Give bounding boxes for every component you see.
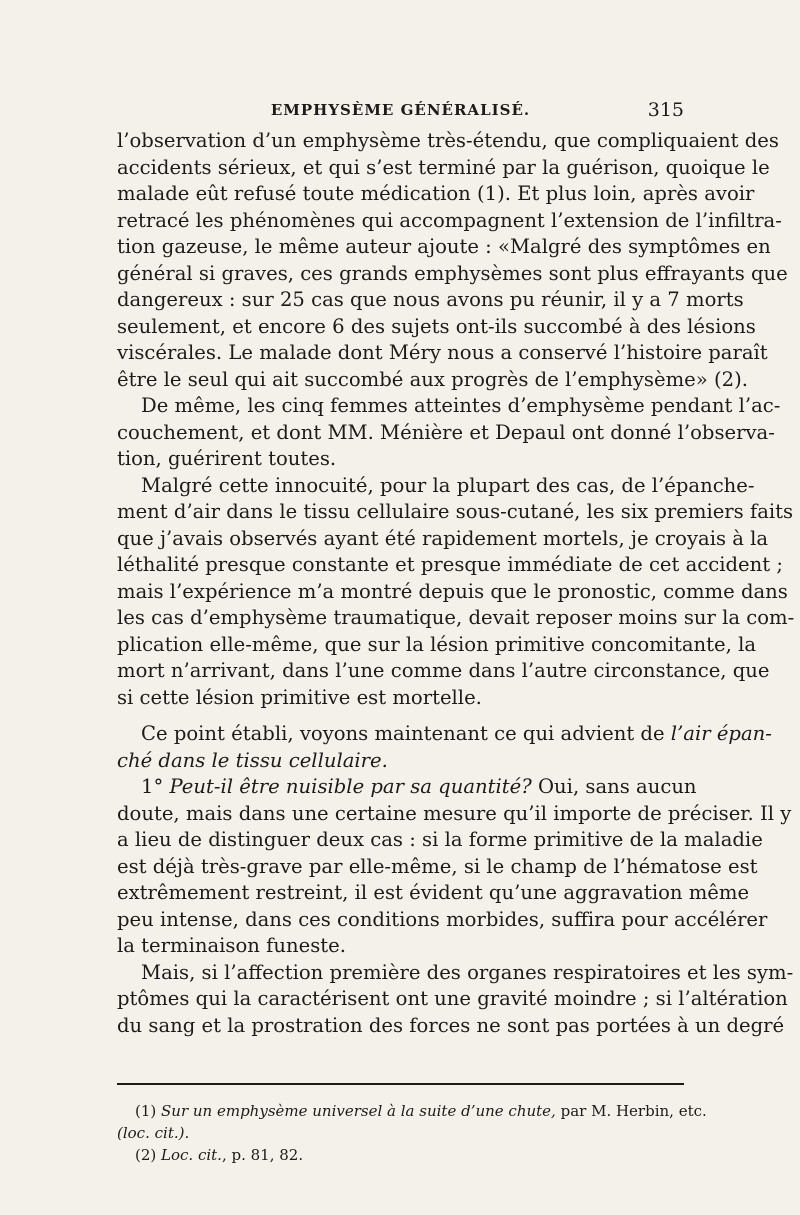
text-line: couchement, et dont MM. Ménière et Depaul ont donné l’observa- bbox=[117, 420, 775, 444]
text-line: tion gazeuse, le même auteur ajoute : «Malgré des symptômes en bbox=[117, 235, 771, 258]
text-line: tion, guérirent toutes. bbox=[117, 447, 337, 470]
text-line bbox=[117, 774, 697, 801]
footnote-italic: (loc. cit.). bbox=[117, 1124, 190, 1142]
text-line: ptômes qui la caractérisent ont une gravité moindre ; si l’altération bbox=[117, 987, 788, 1010]
text-line: être le seul qui ait succombé aux progrès de l’emphysème» (2). bbox=[117, 367, 748, 391]
footnotes bbox=[117, 1100, 707, 1166]
text-line: du sang et la prostration des forces ne sont pas portées à un degré bbox=[117, 1013, 785, 1037]
footnote-text: par M. Herbin, etc. bbox=[555, 1102, 707, 1120]
text-line: Malgré cette innocuité, pour la plupart des cas, de l’épanche- bbox=[141, 473, 755, 497]
text-line: les cas d’emphysème traumatique, devait reposer moins sur la com- bbox=[117, 606, 795, 629]
footnote-mark: (1) bbox=[135, 1102, 162, 1120]
text-line: extrêmement restreint, il est évident qu’une aggravation même bbox=[117, 881, 750, 904]
footnote-mark: (2) bbox=[135, 1146, 162, 1164]
text-line: De même, les cinq femmes atteintes d’emphysème pendant l’ac- bbox=[141, 394, 781, 417]
text-line: viscérales. Le malade dont Méry nous a conservé l’histoire paraît bbox=[117, 341, 768, 364]
paragraph bbox=[117, 774, 792, 960]
text-line: mort n’arrivant, dans l’une comme dans l’autre circonstance, que bbox=[117, 659, 770, 682]
text-line: l’observation d’un emphysème très-étendu, que compliquaient des bbox=[117, 129, 779, 152]
text-span: Ce point établi, voyons maintenant ce qui advient de bbox=[141, 722, 671, 745]
text-line bbox=[117, 748, 684, 775]
text-line: accidents sérieux, et qui s’est terminé par la guérison, quoique le bbox=[117, 155, 770, 179]
text-line: léthalité presque constante et presque immédiate de cet accident ; bbox=[117, 553, 783, 576]
italic-span: Peut-il être nuisible par sa quantité? bbox=[169, 775, 532, 798]
text-line: que j’avais observés ayant été rapidement mortels, je croyais à la bbox=[117, 526, 769, 550]
italic-span: ché dans le tissu cellulaire. bbox=[117, 748, 388, 772]
footnote bbox=[117, 1144, 684, 1166]
text-line bbox=[117, 721, 772, 748]
footnote-text: , p. 81, 82. bbox=[221, 1146, 304, 1164]
text-line: seulement, et encore 6 des sujets ont-ils succombé à des lésions bbox=[117, 314, 756, 338]
text-line: la terminaison funeste. bbox=[117, 934, 346, 957]
text-line: retracé les phénomènes qui accompagnent l’extension de l’infiltra- bbox=[117, 208, 782, 232]
text-span: Oui, sans aucun bbox=[531, 775, 697, 798]
text-line: ment d’air dans le tissu cellulaire sous-cutané, les six premiers faits bbox=[117, 500, 794, 523]
italic-span: l’air épan- bbox=[670, 722, 772, 745]
text-line: malade eût refusé toute médication (1). Et plus loin, après avoir bbox=[117, 182, 755, 205]
footnote bbox=[117, 1122, 684, 1144]
footnote-italic: Loc. cit. bbox=[161, 1146, 222, 1164]
text-line: dangereux : sur 25 cas que nous avons pu réunir, il y a 7 morts bbox=[117, 288, 744, 311]
paragraph bbox=[117, 473, 795, 712]
text-line: plication elle-même, que sur la lésion primitive concomitante, la bbox=[117, 632, 757, 656]
text-line: si cette lésion primitive est mortelle. bbox=[117, 685, 482, 709]
footnote-rule bbox=[117, 1083, 684, 1085]
footnote-italic: Sur un emphysème universel à la suite d’une chute, bbox=[161, 1102, 556, 1120]
text-line: a lieu de distinguer deux cas : si la forme primitive de la maladie bbox=[117, 828, 763, 851]
text-line: est déjà très-grave par elle-même, si le champ de l’hématose est bbox=[117, 854, 758, 878]
text-line: général si graves, ces grands emphysèmes sont plus effrayants que bbox=[117, 261, 788, 285]
paragraph bbox=[117, 721, 772, 774]
footnote bbox=[117, 1100, 707, 1122]
paragraph bbox=[117, 960, 794, 1040]
paragraph bbox=[117, 128, 788, 393]
page-number: 315 bbox=[647, 99, 684, 121]
running-title: EMPHYSÈME GÉNÉRALISÉ. bbox=[270, 101, 531, 119]
text-line: peu intense, dans ces conditions morbides, suffira pour accélérer bbox=[117, 907, 768, 931]
text-span: 1° bbox=[141, 775, 170, 798]
text-line: doute, mais dans une certaine mesure qu’il importe de préciser. Il y bbox=[117, 801, 792, 825]
text-line: mais l’expérience m’a montré depuis que le pronostic, comme dans bbox=[117, 579, 788, 603]
paragraph bbox=[117, 393, 781, 473]
text-line: Mais, si l’affection première des organes respiratoires et les sym- bbox=[141, 960, 794, 984]
body-text bbox=[117, 128, 795, 1039]
page-header bbox=[117, 97, 684, 127]
